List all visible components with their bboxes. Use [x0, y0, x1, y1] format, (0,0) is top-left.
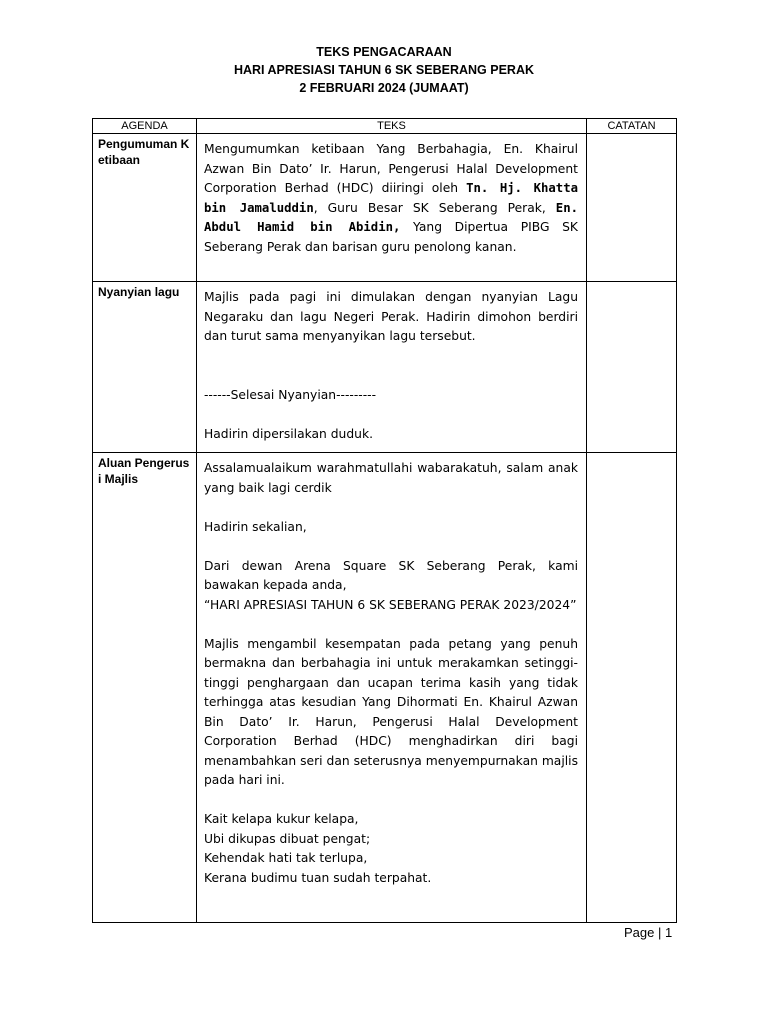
event-title: HARI APRESIASI TAHUN 6 SK SEBERANG PERAK: [233, 63, 535, 77]
event-name-quote: “HARI APRESIASI TAHUN 6 SK SEBERANG PERAK 2023/2024”: [204, 597, 577, 612]
catatan-cell: [587, 453, 677, 923]
text-paragraph: Dari dewan Arena Square SK Seberang Perak, kami bawakan kepada anda,: [204, 558, 578, 592]
column-header-agenda: AGENDA: [93, 119, 197, 134]
teks-content: [197, 453, 586, 896]
guest-name-bold: Tn. Hj. Khatta bin Jamaluddin: [204, 181, 579, 215]
catatan-cell: [587, 134, 677, 282]
guest-name-bold: En. Abdul Hamid bin Abidin,: [204, 200, 579, 234]
table-header-row: [93, 119, 677, 134]
announcement-text: Mengumumkan ketibaan Yang Berbahagia, En. Khairul Azwan Bin Dato’ Ir. Harun, Pengerusi Halal Development Corporation Berhad (HDC) diiringi oleh: [204, 142, 578, 195]
text-paragraph: Majlis mengambil kesempatan pada petang yang penuh bermakna dan berbahagia ini untuk merakamkan setinggi-tinggi penghargaan dan ucapan terima kasih yang tidak terhingga atas kesudian Yang Dihormati En. Khairul Azwan Bin Dato’ Ir. Harun, Pengerusi Halal Development Corporation Berhad (HDC) menghadirkan diri bagi menambahkan seri dan seterusnya menyempurnakan majlis pada hari ini.: [204, 636, 578, 787]
agenda-cell: [93, 282, 197, 453]
text-paragraph: Hadirin sekalian,: [204, 519, 307, 534]
table-row: [93, 282, 677, 453]
announcement-text: , Guru Besar SK Seberang Perak,: [313, 200, 556, 215]
agenda-table: [92, 118, 677, 923]
page-number: 1: [665, 925, 673, 940]
pantun-line: Ubi dikupas dibuat pengat;: [204, 831, 371, 846]
event-date: 2 FEBRUARI 2024 (JUMAAT): [299, 81, 469, 95]
teks-cell: [197, 134, 587, 282]
text-paragraph: Hadirin dipersilakan duduk.: [204, 426, 373, 441]
pantun-line: Kait kelapa kukur kelapa,: [204, 812, 359, 826]
teks-cell: [197, 282, 587, 453]
page-separator: |: [658, 925, 662, 940]
pantun-line: Kehendak hati tak terlupa,: [204, 851, 368, 865]
document-title-block: [0, 43, 768, 97]
column-header-teks: TEKS: [197, 119, 587, 134]
teks-content: [197, 282, 586, 452]
agenda-cell: [93, 453, 197, 923]
page-label: Page: [624, 925, 655, 940]
catatan-cell: [587, 282, 677, 453]
pantun-line: Kerana budimu tuan sudah terpahat.: [204, 870, 432, 885]
text-paragraph: Majlis pada pagi ini dimulakan dengan nyanyian Lagu Negaraku dan lagu Negeri Perak. Hadirin dimohon berdiri dan turut sama menyanyikan lagu tersebut.: [204, 290, 578, 343]
teks-cell: [197, 453, 587, 923]
table-row: [93, 134, 677, 282]
text-paragraph: Assalamualaikum warahmatullahi wabarakatuh, salam anak yang baik lagi cerdik: [204, 461, 578, 495]
column-header-catatan: CATATAN: [587, 119, 677, 134]
agenda-label: Pengumuman Ketibaan: [98, 137, 190, 167]
text-paragraph: ------Selesai Nyanyian---------: [204, 387, 377, 402]
table-row: [93, 453, 677, 923]
agenda-label: Aluan Pengerusi Majlis: [98, 456, 190, 486]
agenda-cell: [93, 134, 197, 282]
teks-content: [197, 134, 586, 265]
announcement-text: Yang Dipertua PIBG SK Seberang Perak dan barisan guru penolong kanan.: [204, 220, 578, 254]
announcement-paragraph: [204, 140, 578, 257]
page-footer: [624, 925, 672, 940]
agenda-label: Nyanyian lagu: [98, 285, 180, 299]
document-title: TEKS PENGACARAAN: [316, 45, 452, 59]
